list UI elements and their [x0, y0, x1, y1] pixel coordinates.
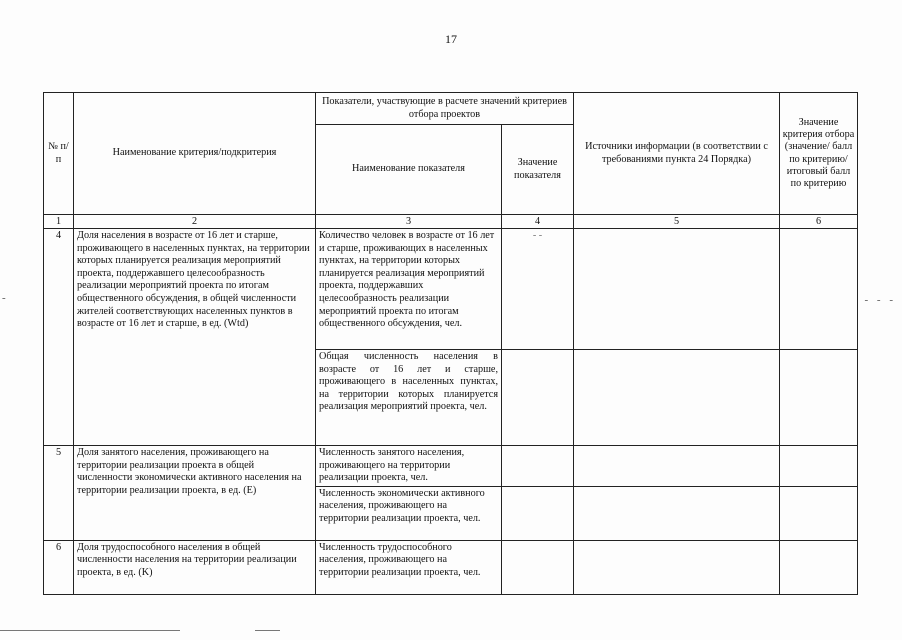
- header-indicators-group: Показатели, участвующие в расчете значений критериев отбора проектов: [316, 93, 574, 125]
- criterion-value-cell: [780, 486, 858, 540]
- column-number: 2: [74, 215, 316, 229]
- indicator-value-cell: [502, 540, 574, 594]
- criteria-table: [43, 92, 858, 595]
- criterion-value-cell: [780, 446, 858, 487]
- header-criterion-value: Значение критерия отбора (значение/ балл по критерию/ итоговый балл по критерию: [780, 93, 858, 215]
- source-cell: [574, 486, 780, 540]
- indicator-name-cell: Количество человек в возрасте от 16 лет и старше, проживающих в населенных пунктах, на территории которых планируется реализация мероприятий проекта, поддержавших целесообразность реализации мероприятий проекта по итогам общественного обсуждения, чел.: [316, 229, 502, 350]
- indicator-value-cell: [502, 486, 574, 540]
- bottom-scan-line: [255, 630, 280, 631]
- criterion-value-cell: [780, 540, 858, 594]
- criterion-value-cell: [780, 350, 858, 446]
- bottom-scan-line: [0, 630, 180, 631]
- row-number: 6: [44, 540, 74, 594]
- source-cell: [574, 350, 780, 446]
- right-margin-mark: - - -: [864, 294, 896, 306]
- indicator-name-cell: Численность занятого населения, проживающего на территории реализации проекта, чел.: [316, 446, 502, 487]
- indicator-name-cell: Численность экономически активного населения, проживающего на территории реализации проекта, чел.: [316, 486, 502, 540]
- column-number: 4: [502, 215, 574, 229]
- source-cell: [574, 446, 780, 487]
- indicator-value-cell: [502, 446, 574, 487]
- header-indicator-value: Значение показателя: [502, 125, 574, 215]
- criterion-cell: Доля занятого населения, проживающего на территории реализации проекта в общей численности экономически активного населения на территории реализации проекта, в ед. (E): [74, 446, 316, 541]
- header-sources: Источники информации (в соответствии с требованиями пункта 24 Порядка): [574, 93, 780, 215]
- indicator-name-cell: Численность трудоспособного населения, проживающего на территории реализации проекта, чел.: [316, 540, 502, 594]
- column-number: 5: [574, 215, 780, 229]
- header-criterion: Наименование критерия/подкритерия: [74, 93, 316, 215]
- source-cell: [574, 540, 780, 594]
- column-number: 3: [316, 215, 502, 229]
- page-number: 17: [445, 32, 457, 46]
- source-cell: [574, 229, 780, 350]
- row-number: 4: [44, 229, 74, 446]
- indicator-name-cell: Общая численность населения в возрасте от 16 лет и старше, проживающего в населенных пунктах, на территории которых планируется реализация мероприятий проекта, чел.: [316, 350, 502, 446]
- column-number: 1: [44, 215, 74, 229]
- left-margin-mark: -: [2, 292, 6, 304]
- column-number: 6: [780, 215, 858, 229]
- indicator-value-cell: - -: [502, 229, 574, 350]
- header-num: № п/п: [44, 93, 74, 215]
- criterion-cell: Доля населения в возрасте от 16 лет и старше, проживающего в населенных пунктах, на территории которых планируется реализация мероприятий проекта, поддержавшего целесообразность реализации мероприятий проекта по итогам общественного обсуждения, в общей численности жителей соответствующих населенных пунктов в возрасте от 16 лет и старше, в ед. (Wtd): [74, 229, 316, 446]
- criterion-cell: Доля трудоспособного населения в общей численности населения на территории реализации проекта, в ед. (K): [74, 540, 316, 594]
- criterion-value-cell: [780, 229, 858, 350]
- indicator-value-cell: [502, 350, 574, 446]
- row-number: 5: [44, 446, 74, 541]
- header-indicator-name: Наименование показателя: [316, 125, 502, 215]
